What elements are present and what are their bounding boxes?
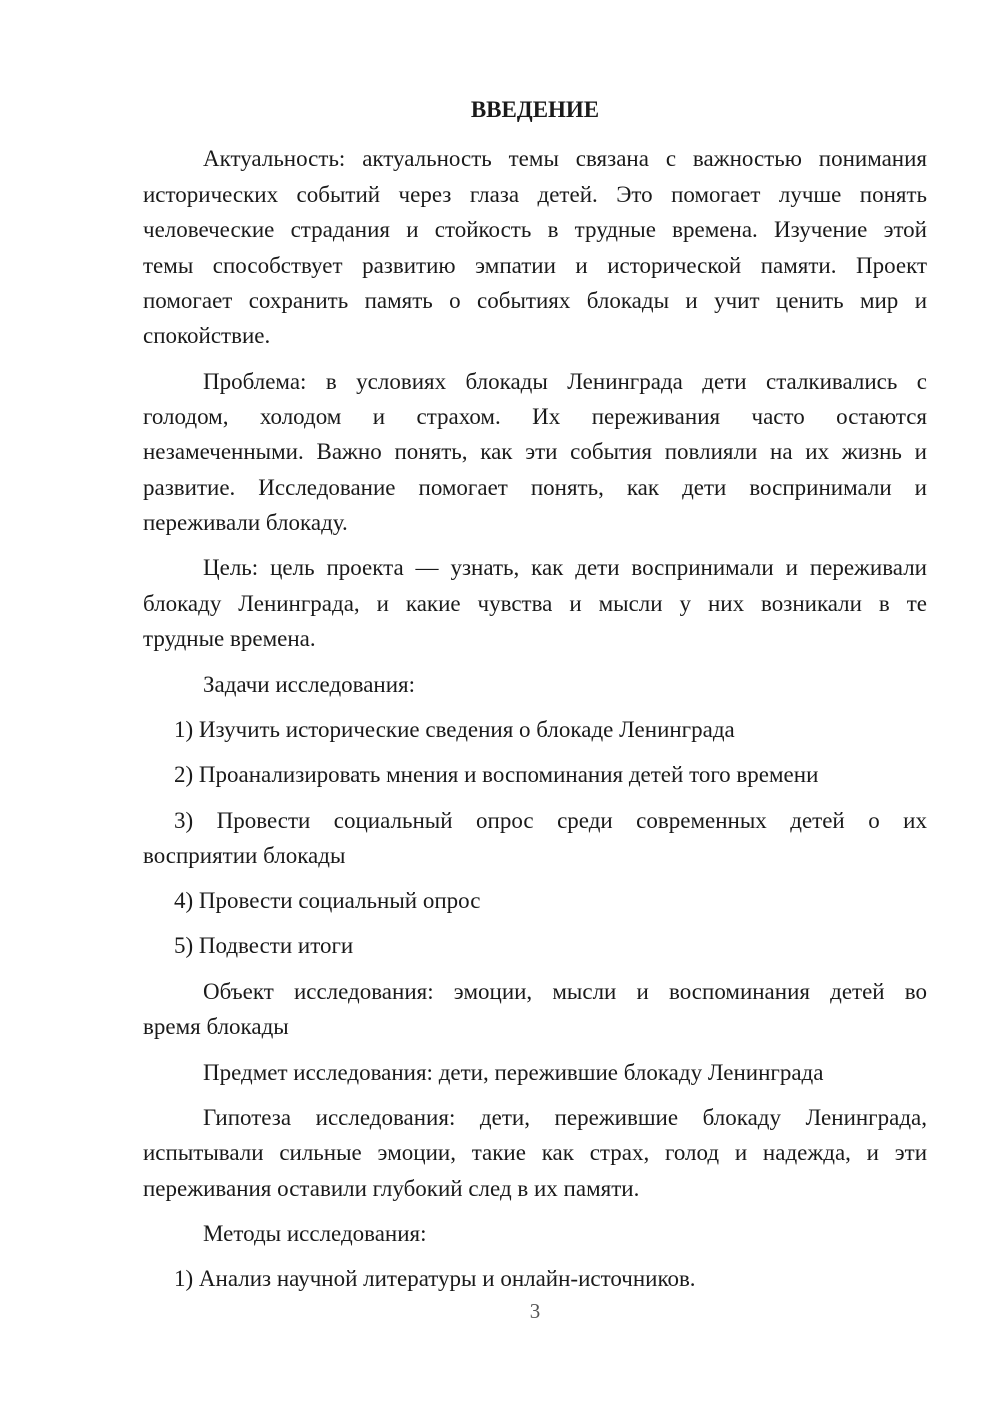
relevance-line: темы способствует развитию эмпатии и исторической памяти. Проект	[143, 253, 927, 278]
problem-line: голодом, холодом и страхом. Их переживания часто остаются	[143, 404, 927, 429]
goal-line: блокаду Ленинграда, и какие чувства и мысли у них возникали в те	[143, 591, 927, 616]
task-item: 1) Изучить исторические сведения о блокаде Ленинграда	[174, 717, 735, 742]
task-item: 2) Проанализировать мнения и воспоминания детей того времени	[174, 762, 819, 787]
task-item: 3) Провести социальный опрос среди современных детей о их	[174, 808, 927, 833]
task-item-continuation: восприятии блокады	[143, 843, 346, 868]
tasks-heading: Задачи исследования:	[203, 672, 416, 697]
relevance-line: исторических событий через глаза детей. Это помогает лучше понять	[143, 182, 927, 207]
page-title: ВВЕДЕНИЕ	[470, 97, 600, 122]
problem-line: незамеченными. Важно понять, как эти события повлияли на их жизнь и	[143, 439, 927, 464]
problem-line: Проблема: в условиях блокады Ленинграда дети сталкивались с	[203, 369, 927, 394]
method-item: 1) Анализ научной литературы и онлайн-источников.	[174, 1266, 696, 1291]
subject-line: Предмет исследования: дети, пережившие блокаду Ленинграда	[203, 1060, 824, 1085]
relevance-line: помогает сохранить память о событиях блокады и учит ценить мир и	[143, 288, 927, 313]
task-item: 4) Провести социальный опрос	[174, 888, 481, 913]
hypothesis-line: испытывали сильные эмоции, такие как страх, голод и надежда, и эти	[143, 1140, 927, 1165]
goal-line: трудные времена.	[143, 626, 316, 651]
object-line: Объект исследования: эмоции, мысли и воспоминания детей во	[203, 979, 927, 1004]
task-item: 5) Подвести итоги	[174, 933, 354, 958]
hypothesis-line: Гипотеза исследования: дети, пережившие блокаду Ленинграда,	[203, 1105, 927, 1130]
methods-heading: Методы исследования:	[203, 1221, 427, 1246]
relevance-line: человеческие страдания и стойкость в трудные времена. Изучение этой	[143, 217, 927, 242]
document-page	[143, 0, 927, 1414]
hypothesis-line: переживания оставили глубокий след в их памяти.	[143, 1176, 640, 1201]
relevance-line: Актуальность: актуальность темы связана с важностью понимания	[203, 146, 927, 171]
relevance-line: спокойствие.	[143, 323, 271, 348]
goal-line: Цель: цель проекта — узнать, как дети воспринимали и переживали	[203, 555, 927, 580]
page-number: 3	[529, 1299, 541, 1323]
object-line: время блокады	[143, 1014, 289, 1039]
problem-line: переживали блокаду.	[143, 510, 348, 535]
problem-line: развитие. Исследование помогает понять, как дети воспринимали и	[143, 475, 927, 500]
